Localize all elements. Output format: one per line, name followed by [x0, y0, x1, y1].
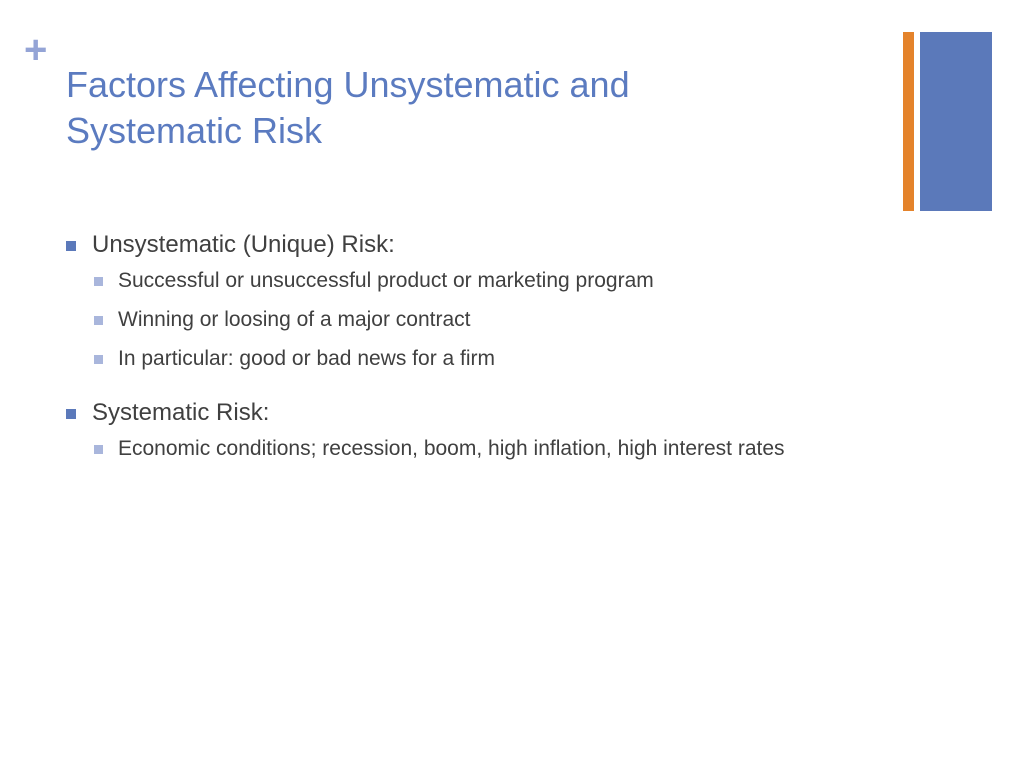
title-line-2: Systematic Risk: [66, 110, 323, 151]
bullet-text: Winning or loosing of a major contract: [118, 308, 471, 331]
section-heading: Systematic Risk:: [92, 399, 270, 426]
square-bullet-icon: [66, 241, 76, 251]
bullet-level-2: [94, 305, 886, 335]
section-heading: Unsystematic (Unique) Risk:: [92, 231, 395, 258]
bullet-level-1: [66, 396, 886, 430]
square-bullet-icon: [94, 277, 103, 286]
accent-bar-orange: [903, 32, 914, 211]
section-unsystematic-risk: [66, 228, 886, 374]
bullet-level-2: [94, 434, 886, 464]
bullet-level-2: [94, 266, 886, 296]
square-bullet-icon: [94, 355, 103, 364]
square-bullet-icon: [94, 316, 103, 325]
slide-content: [66, 228, 886, 486]
slide-title: [66, 62, 866, 154]
accent-bar-blue: [920, 32, 992, 211]
bullet-text: Successful or unsuccessful product or marketing program: [118, 269, 654, 292]
plus-icon: +: [24, 28, 48, 72]
section-systematic-risk: [66, 396, 886, 464]
bullet-text: Economic conditions; recession, boom, high inflation, high interest rates: [118, 437, 785, 460]
bullet-level-2: [94, 344, 886, 374]
square-bullet-icon: [66, 409, 76, 419]
bullet-text: In particular: good or bad news for a firm: [118, 347, 496, 370]
bullet-level-1: [66, 228, 886, 262]
square-bullet-icon: [94, 445, 103, 454]
title-line-1: Factors Affecting Unsystematic and: [66, 64, 630, 105]
